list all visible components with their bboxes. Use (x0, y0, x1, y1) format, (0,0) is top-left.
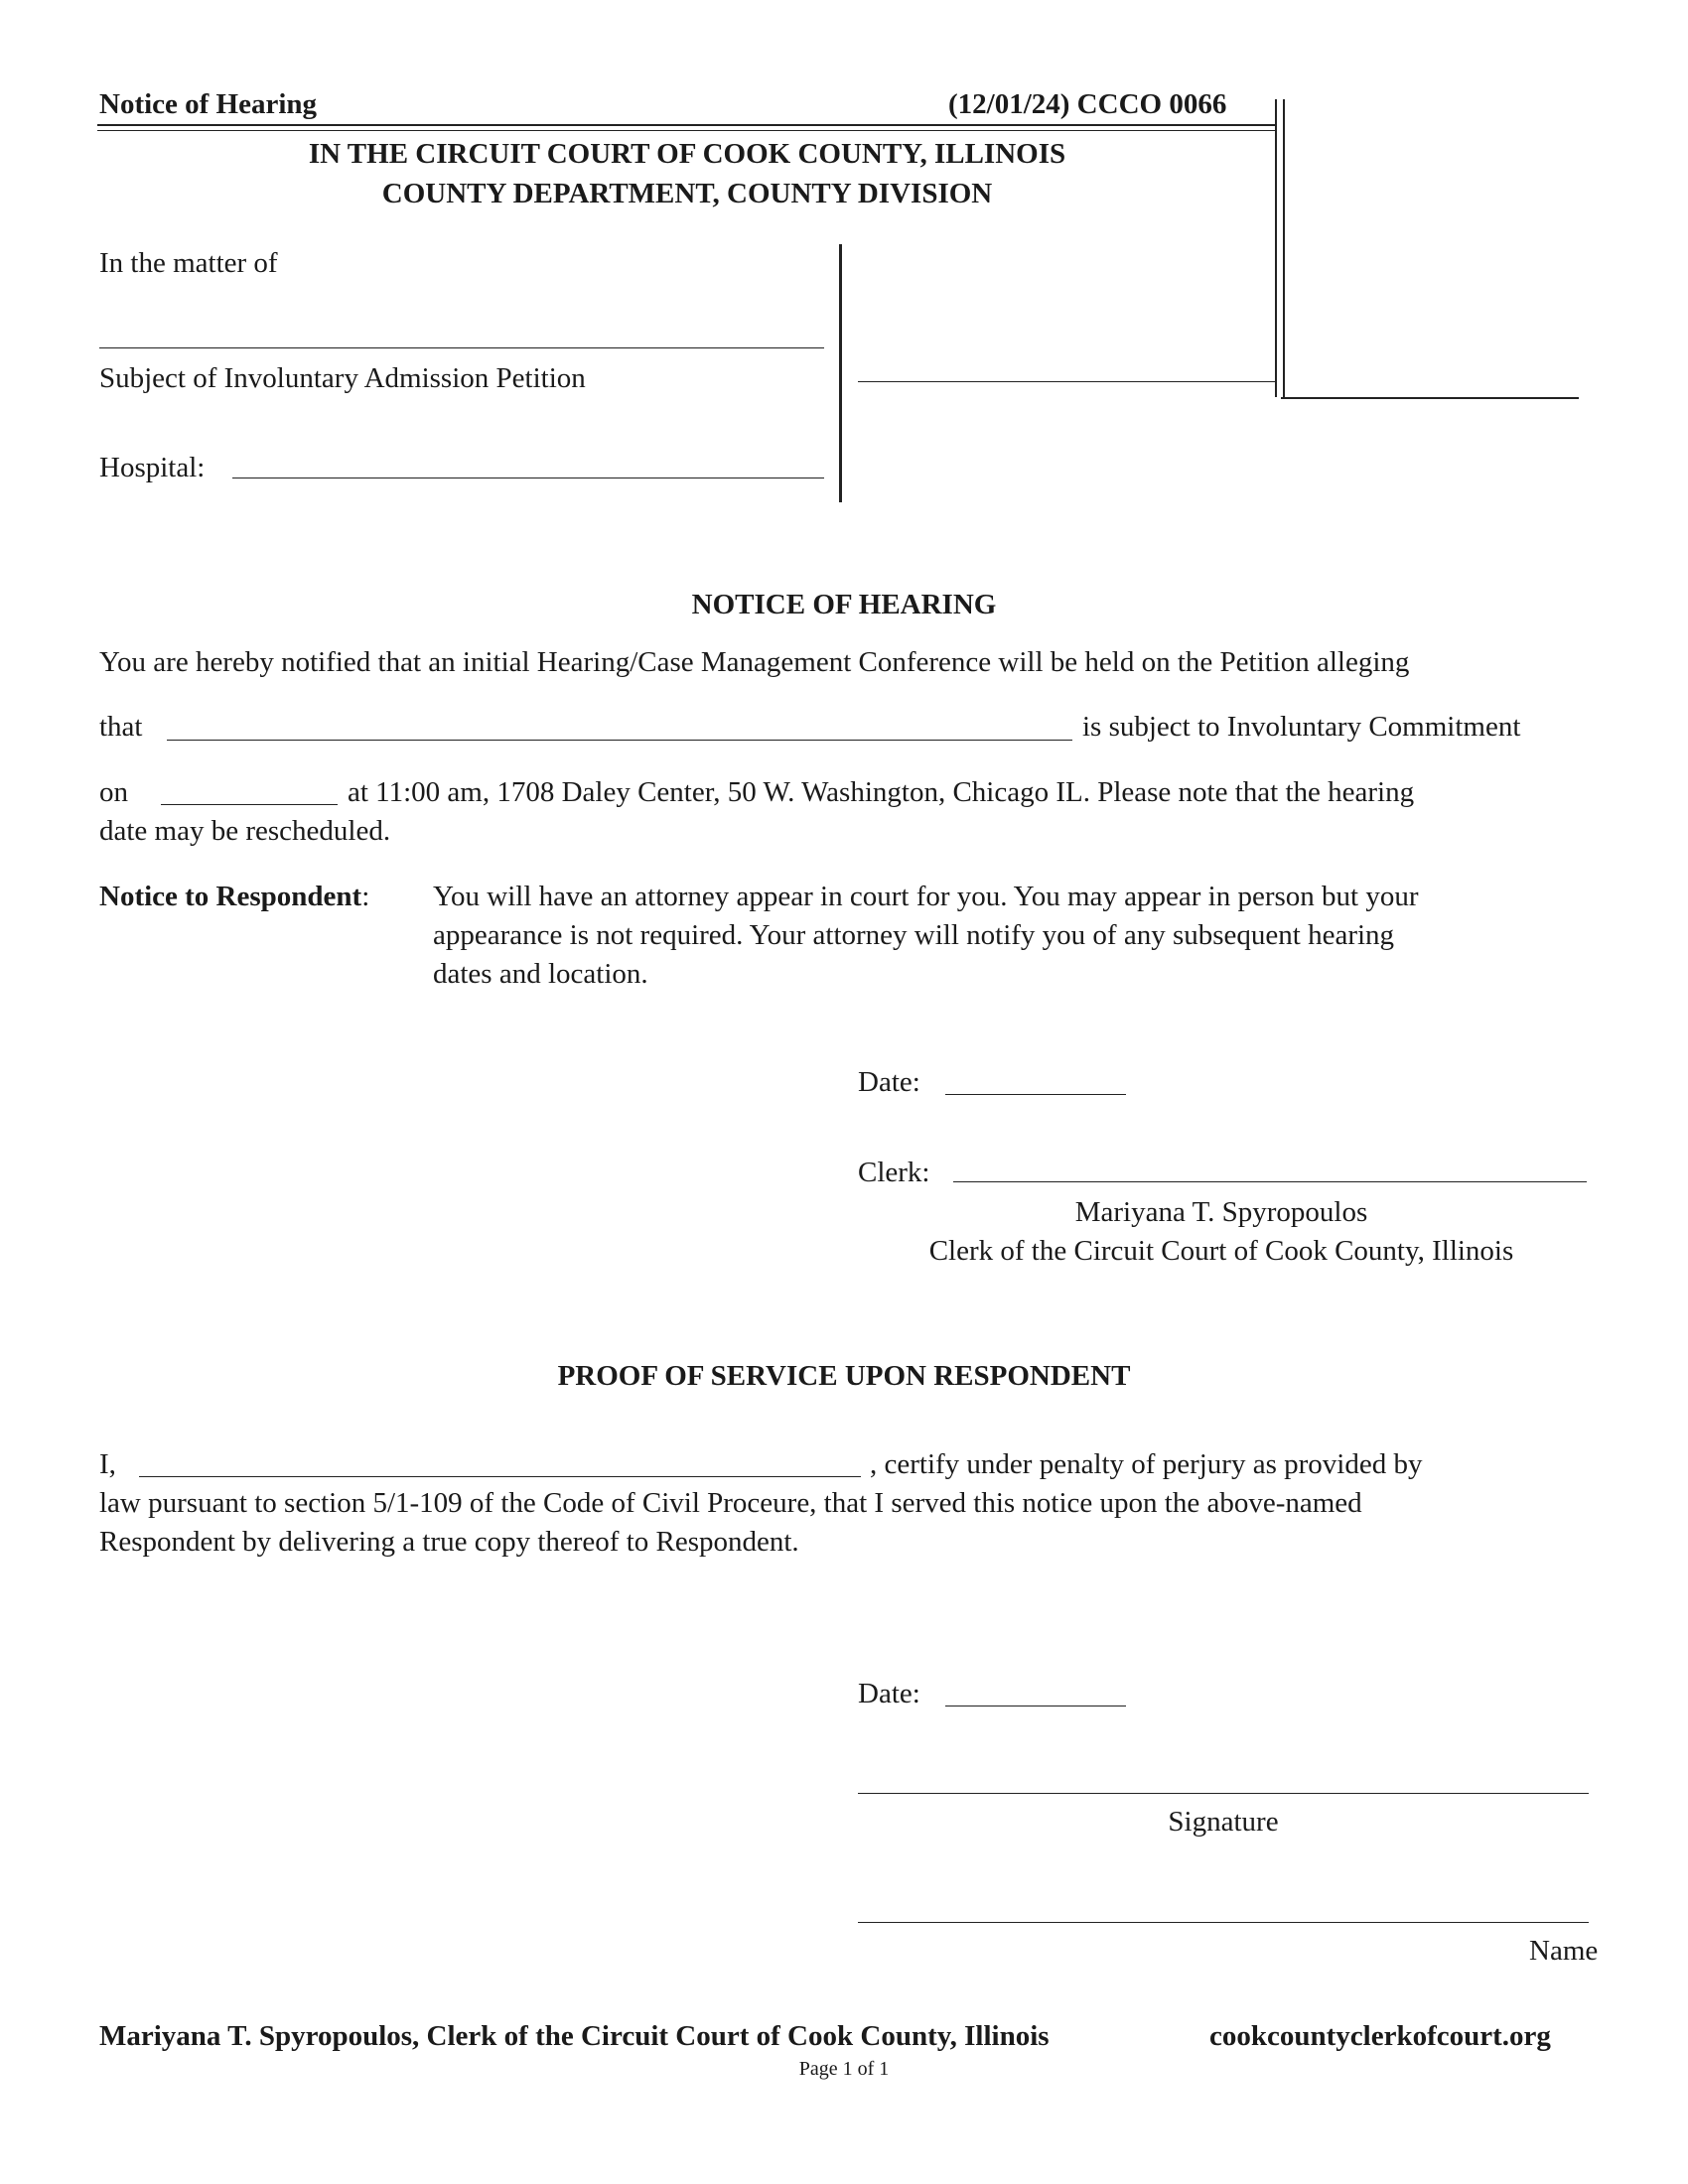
proof-line-3: Respondent by delivering a true copy thereof to Respondent. (99, 1526, 799, 1558)
notice-line-3-suffix: at 11:00 am, 1708 Daley Center, 50 W. Washington, Chicago IL. Please note that the hearing (348, 776, 1415, 808)
case-box-inner-edge (1283, 99, 1285, 397)
clerk-title: Clerk of the Circuit Court of Cook County, Illinois (928, 1235, 1514, 1267)
form-title: Notice of Hearing (99, 88, 318, 120)
name-label: Name (1529, 1935, 1599, 1967)
footer-clerk: Mariyana T. Spyropoulos, Clerk of the Circuit Court of Cook County, Illinois (99, 2020, 1050, 2052)
header-rule-top (97, 124, 1275, 126)
form-code: (12/01/24) CCCO 0066 (948, 88, 1227, 120)
signature-label: Signature (1168, 1806, 1279, 1838)
case-number-field[interactable] (858, 381, 1275, 382)
signature-field[interactable] (858, 1793, 1589, 1794)
caption-divider (839, 244, 842, 502)
case-box-bottom-edge (1281, 397, 1579, 399)
respondent-notice-line-3: dates and location. (433, 958, 648, 990)
respondent-notice-label: Notice to Respondent: (99, 881, 370, 912)
proof-line-2: law pursuant to section 5/1-109 of the Code of Civil Proceure, that I served this notice upon the above-named (99, 1487, 1362, 1519)
notice-date-field[interactable] (945, 1094, 1126, 1095)
clerk-name: Mariyana T. Spyropoulos (1074, 1196, 1368, 1228)
name-field[interactable] (858, 1922, 1589, 1923)
respondent-notice-line-1: You will have an attorney appear in court for you. You may appear in person but your (433, 881, 1419, 912)
hospital-label: Hospital: (99, 452, 206, 483)
notice-line-1: You are hereby notified that an initial Hearing/Case Management Conference will be held on the Petition alleging (99, 646, 1410, 678)
proof-line-1-prefix: I, (99, 1448, 116, 1480)
matter-label: In the matter of (99, 247, 278, 279)
footer-website[interactable]: cookcountyclerkofcourt.org (1209, 2020, 1551, 2052)
matter-name-field[interactable] (99, 347, 824, 348)
proof-date-label: Date: (858, 1678, 920, 1709)
clerk-label: Clerk: (858, 1157, 930, 1188)
court-name: IN THE CIRCUIT COURT OF COOK COUNTY, ILLINOIS (308, 138, 1066, 170)
proof-line-1-suffix: , certify under penalty of perjury as provided by (870, 1448, 1423, 1480)
court-division: COUNTY DEPARTMENT, COUNTY DIVISION (381, 178, 993, 209)
respondent-name-field[interactable] (167, 740, 1072, 741)
case-box-left-edge (1275, 99, 1277, 397)
notice-line-3-prefix: on (99, 776, 128, 808)
notice-line-4: date may be rescheduled. (99, 815, 391, 847)
clerk-signature-field[interactable] (953, 1181, 1587, 1182)
notice-line-2-prefix: that (99, 711, 143, 743)
notice-line-2-suffix: is subject to Involuntary Commitment (1082, 711, 1521, 743)
respondent-notice-line-2: appearance is not required. Your attorney will notify you of any subsequent hearing (433, 919, 1395, 951)
server-name-field[interactable] (139, 1476, 861, 1477)
notice-heading: NOTICE OF HEARING (691, 589, 997, 620)
subject-label: Subject of Involuntary Admission Petition (99, 362, 586, 394)
hearing-date-field[interactable] (161, 804, 338, 805)
header-rule-bottom (97, 130, 1275, 131)
notice-date-label: Date: (858, 1066, 920, 1098)
proof-heading: PROOF OF SERVICE UPON RESPONDENT (557, 1360, 1131, 1392)
page-number: Page 1 of 1 (798, 2058, 890, 2080)
